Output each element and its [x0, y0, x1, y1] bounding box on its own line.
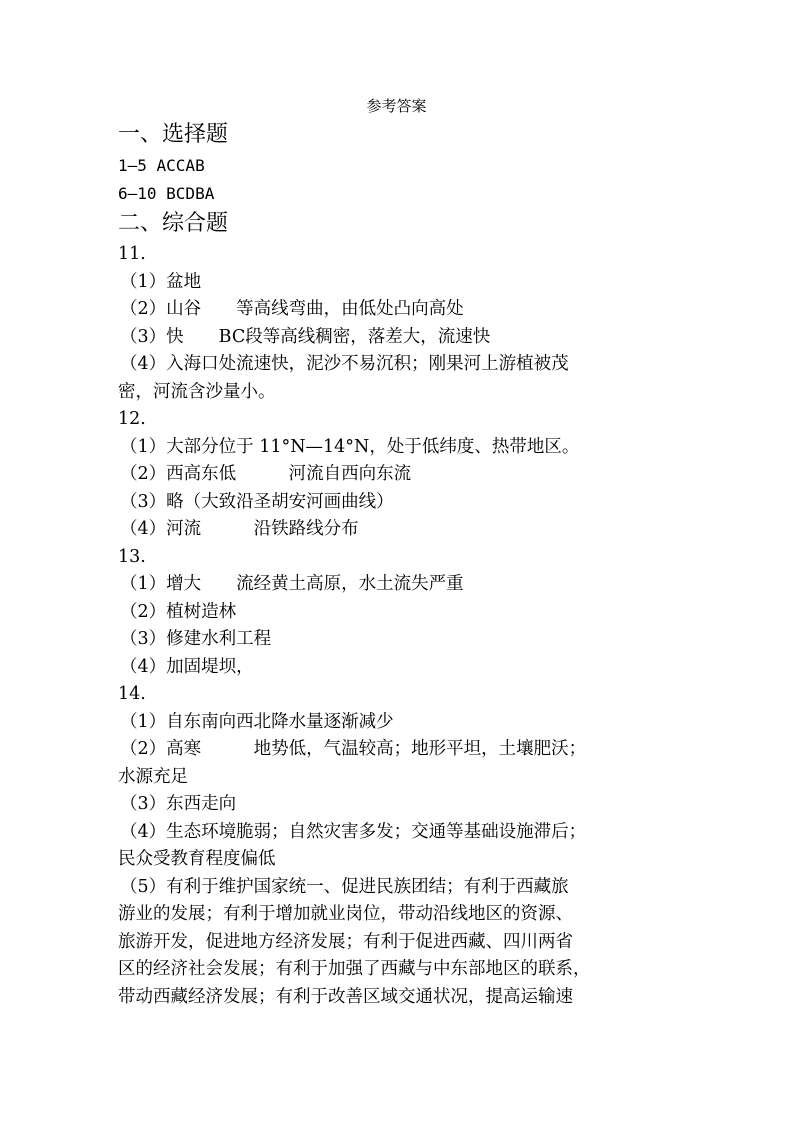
- answer-line: （1）盆地: [120, 271, 202, 292]
- answer-line-continued: 旅游开发，促进地方经济发展；有利于促进西藏、四川两省: [118, 931, 573, 952]
- answer-line: （4）加固堤坝，: [120, 656, 254, 677]
- answer-line-continued: 水源充足: [118, 766, 188, 787]
- question-number: 11.: [118, 244, 146, 264]
- section-heading-choice: 一、选择题: [118, 122, 229, 147]
- answer-line: （2）山谷 等高线弯曲，由低处凸向高处: [120, 299, 464, 319]
- answer-line: （3）快 BC段等高线稠密，落差大，流速快: [120, 326, 491, 347]
- answer-line: （2）植树造林: [120, 601, 237, 622]
- answer-line: 6—10 BCDBA: [118, 183, 215, 203]
- answer-line: （1）自东南向西北降水量逐渐减少: [120, 711, 394, 732]
- answer-line-continued: 游业的发展；有利于增加就业岗位，带动沿线地区的资源、: [118, 904, 573, 924]
- answer-line-continued: 区的经济社会发展；有利于加强了西藏与中东部地区的联系，: [118, 959, 591, 979]
- answer-line: （3）修建水利工程: [120, 629, 272, 649]
- answer-line: （4）河流 沿铁路线分布: [120, 519, 359, 539]
- answer-line: （3）略（大致沿圣胡安河画曲线）: [120, 491, 394, 512]
- answer-line: （4）生态环境脆弱；自然灾害多发；交通等基础设施滞后；: [120, 821, 587, 842]
- answer-line: （5）有利于维护国家统一、促进民族团结；有利于西藏旅: [120, 876, 569, 897]
- answer-line-continued: 密，河流含沙量小。: [118, 381, 276, 402]
- answer-line-continued: 民众受教育程度偏低: [118, 849, 276, 869]
- question-number: 12.: [118, 409, 146, 429]
- answer-line: （4）入海口处流速快，泥沙不易沉积；刚果河上游植被茂: [120, 354, 569, 374]
- answer-line-continued: 带动西藏经济发展；有利于改善区域交通状况，提高运输速: [118, 986, 573, 1007]
- page-title: 参考答案: [366, 97, 427, 115]
- answer-line: （1）增大 流经黄土高原，水土流失严重: [120, 574, 464, 594]
- question-number: 13.: [118, 546, 146, 567]
- answer-line: （2）西高东低 河流自西向东流: [120, 464, 412, 484]
- answer-line: 1—5 ACCAB: [118, 156, 205, 175]
- answer-line: （2）高寒 地势低，气温较高；地形平坦，土壤肥沃；: [120, 739, 587, 759]
- section-heading-comprehensive: 二、综合题: [118, 211, 229, 236]
- question-number: 14.: [118, 684, 146, 704]
- answer-line: （3）东西走向: [120, 794, 237, 814]
- answer-content: [118, 118, 698, 1011]
- answer-line: （1）大部分位于 11°N—14°N，处于低纬度、热带地区。: [120, 436, 580, 457]
